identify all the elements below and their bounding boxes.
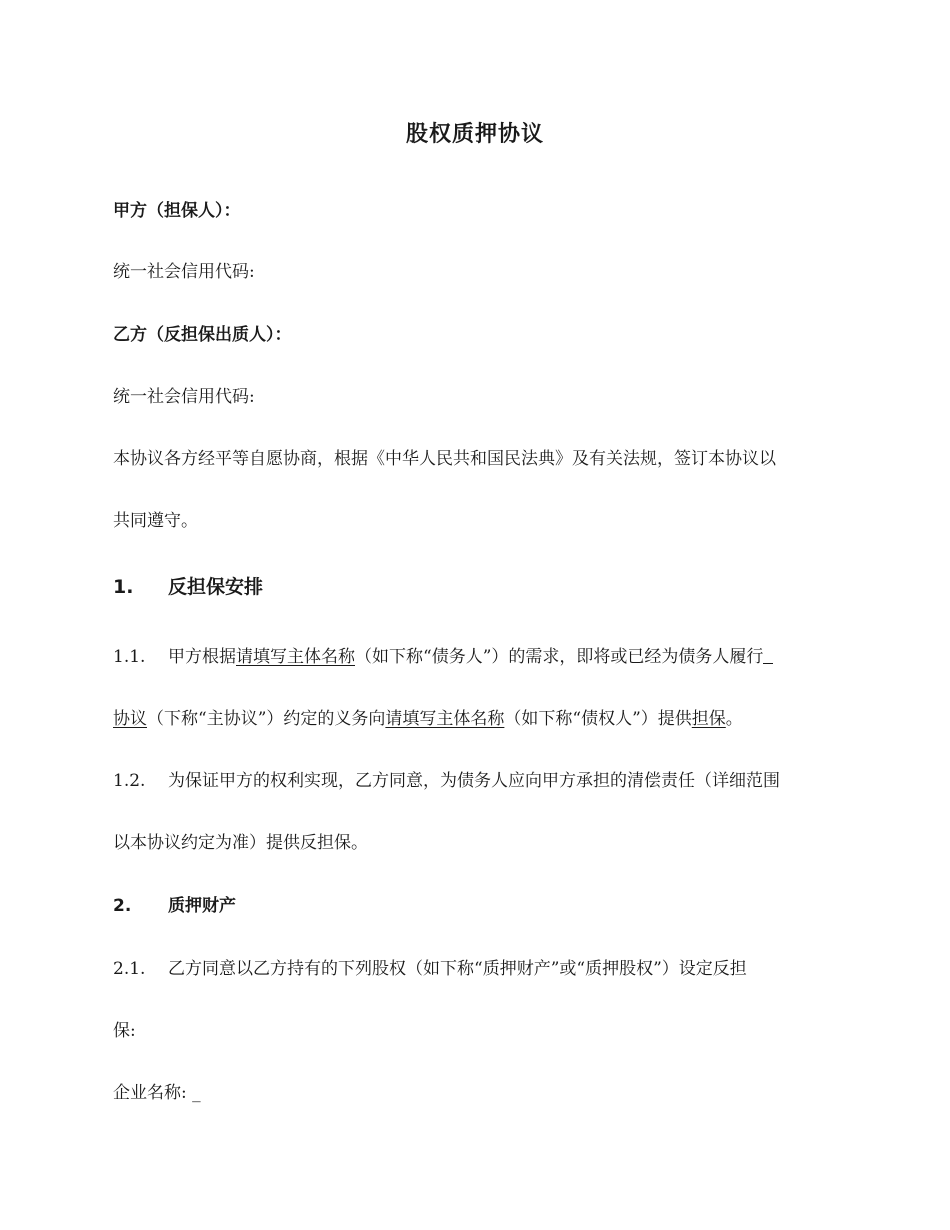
clause-1-1-line-1 (113, 645, 773, 669)
clause-1-1-line-2 (113, 707, 743, 731)
clause-1-1-text-e: 。 (725, 709, 743, 729)
clause-1-2-text-1: 为保证甲方的权利实现，乙方同意，为债务人应向甲方承担的清偿责任（详细范围 (168, 771, 780, 791)
section-1-heading (113, 575, 263, 599)
party-b-credit-code: 统一社会信用代码: (113, 387, 255, 407)
section-2-number: 2. (113, 896, 132, 916)
clause-1-2-number: 1.2. (113, 771, 146, 791)
party-a-label: 甲方（担保人）： (113, 201, 241, 221)
clause-1-2-line-2: 以本协议约定为准）提供反担保。 (113, 833, 368, 853)
section-1-title: 反担保安排 (168, 576, 264, 598)
intro-paragraph-line-2: 共同遵守。 (113, 511, 198, 531)
section-2-title: 质押财产 (168, 896, 236, 916)
clause-1-1-text-d: （如下称“债权人”）提供 (504, 709, 692, 729)
company-name-row (113, 1081, 201, 1105)
clause-2-1-line-1 (113, 957, 747, 981)
clause-1-1-text-c: （下称“主协议”）约定的义务向 (147, 709, 386, 729)
creditor-name-field[interactable]: 请填写主体名称 (385, 709, 505, 729)
guarantee-type-field[interactable]: 担保 (691, 709, 726, 729)
party-b-label: 乙方（反担保出质人）： (113, 325, 292, 345)
company-name-field[interactable]: _ (192, 1083, 201, 1103)
clause-2-1-line-2: 保: (113, 1021, 136, 1041)
debtor-name-field[interactable]: 请填写主体名称 (236, 647, 355, 667)
clause-2-1-number: 2.1. (113, 959, 146, 979)
party-a-credit-code: 统一社会信用代码: (113, 262, 255, 282)
company-name-label: 企业名称: (113, 1083, 193, 1103)
clause-1-1-text-b: （如下称“债务人”）的需求，即将或已经为债务人履行 (355, 647, 764, 667)
blank-underline (763, 645, 773, 664)
section-1-number: 1. (113, 576, 134, 598)
document-title: 股权质押协议 (405, 122, 544, 147)
agreement-field[interactable]: 协议 (113, 709, 147, 729)
clause-1-1-text-a: 甲方根据 (168, 647, 236, 667)
clause-2-1-text-1: 乙方同意以乙方持有的下列股权（如下称“质押财产”或“质押股权”）设定反担 (168, 959, 747, 979)
intro-paragraph-line-1: 本协议各方经平等自愿协商，根据《中华人民共和国民法典》及有关法规，签订本协议以 (113, 449, 776, 469)
clause-1-1-number: 1.1. (113, 647, 146, 667)
clause-1-2-line-1 (113, 769, 780, 793)
section-2-heading (113, 894, 236, 918)
